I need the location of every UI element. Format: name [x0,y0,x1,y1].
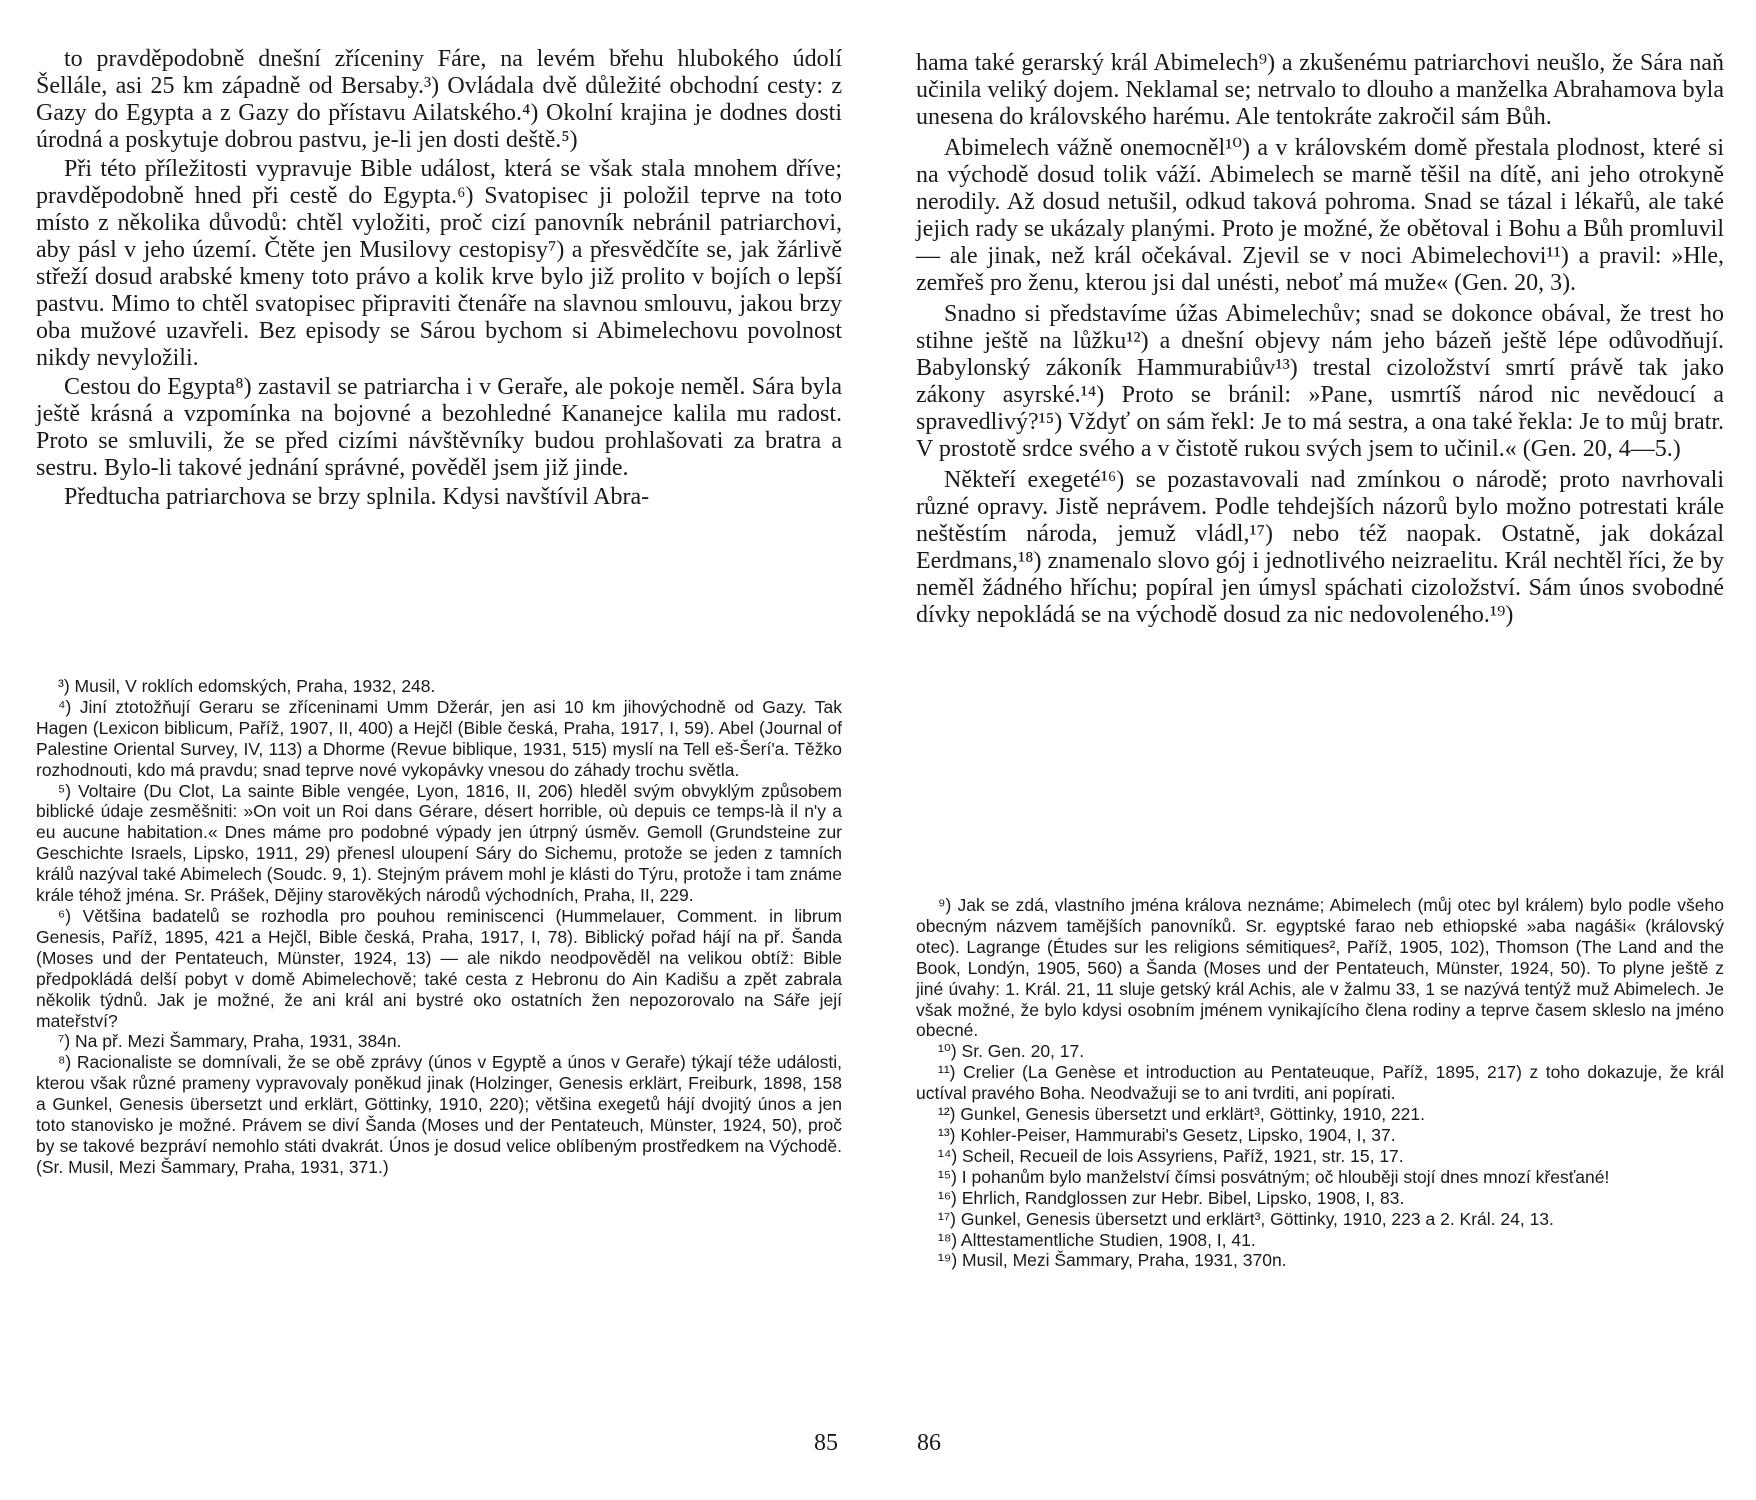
footnote: ⁷) Na př. Mezi Šammary, Praha, 1931, 384n. [58,1031,402,1052]
page-number: 85 [814,1430,838,1456]
footnote: ⁹) Jak se zdá, vlastního jména králova neznáme; Abimelech (můj otec byl králem) bylo podle všeho obecným názvem tamějších panovníků. Sr. egyptské farao neb ethiopské »aba nagáši« (královský otec). Lagrange (Études sur les religions sémitiques², Paříž, 1905, 102), Thomson (The Land and the Book, Londýn, 1905, 560) a Šanda (Moses und der Pentateuch, Münster, 1924, 50). To plyne ještě z jiné úvahy: 1. Král. 21, 11 sluje getský král Achis, ale v žalmu 33, 1 se nazývá tentýž muž Abimelech. Je však možné, že bylo kdysi osobním jménem vynikajícího člena rodiny a teprve časem skleslo na jméno obecné. [916,895,1724,1041]
paragraph: Cestou do Egypta⁸) zastavil se patriarcha i v Geraře, ale pokoje neměl. Sára byla ještě krásná a vzpomínka na bojovné a bezohledné Kananejce kalila mu radost. Proto se smluvili, že se před cizími návštěvníky budou prohlašovati za bratra a sestru. Bylo-li takové jednání správné, pověděl jsem již jinde. [36,374,842,481]
footnote: ³) Musil, V roklích edomských, Praha, 1932, 248. [58,676,436,696]
footnote: ⁸) Racionaliste se domnívali, že se obě zprávy (únos v Egyptě a únos v Geraře) týkají téže události, kterou však různé prameny vypravovaly poněkud jinak (Holzinger, Genesis erklärt, Freiburk, 1898, 158 a Gunkel, Genesis übersetzt und erklärt, Göttinky, 1910, 220); většina exegetů hájí dvojitý únos a jen toto stanovisko je možné. Právem se diví Šanda (Moses und der Pentateuch, Münster, 1924, 50), proč by se takové bezpráví nemohlo státi dvakrát. Únos je dosud velice oblíbeným prostředkem na Východě. (Sr. Musil, Mezi Šammary, Praha, 1931, 371.) [36,1052,842,1177]
paragraph: to pravděpodobně dnešní zříceniny Fáre, na levém břehu hlubokého údolí Šellále, asi 25 km západně od Bersaby.³) Ovládala dvě důležité obchodní cesty: z Gazy do Egypta a z Gazy do přístavu Ailatského.⁴) Okolní krajina je dodnes dosti úrodná a poskytuje dobrou pastvu, je-li jen dosti deště.⁵) [36,46,842,153]
paragraph: Při této příležitosti vypravuje Bible událost, která se však stala mnohem dříve; pravděpodobně hned při cestě do Egypta.⁶) Svatopisec ji položil teprve na toto místo z několika důvodů: chtěl vyložiti, proč cizí panovník nebránil patriarchovi, aby pásl v jeho území. Čtěte jen Musilovy cestopisy⁷) a přesvědčíte se, jak žárlivě střeží dosud arabské kmeny toto právo a kolik krve bylo již prolito v bojích o lepší pastvu. Mimo to chtěl svatopisec připraviti čtenáře na slavnou smlouvu, jakou brzy oba mužové uzavřeli. Bez episody se Sárou bychom si Abimelechovu povolnost nikdy nevyložili. [36,156,842,371]
paragraph: Někteří exegeté¹⁶) se pozastavovali nad zmínkou o národě; proto navrhovali různé opravy. Jistě neprávem. Podle tehdejších názorů bylo možno potrestati krále neštěstím národa, jemuž vládl,¹⁷) nebo též naopak. Ostatně, jak dokázal Eerdmans,¹⁸) znamenalo slovo gój i jednotlivého neizraelitu. Král nechtěl říci, že by neměl žádného hříchu; popíral jen úmysl spáchati cizoložství. Sám únos svobodné dívky nepokládá se na východě dosud za nic nedovoleného.¹⁹) [916,467,1724,628]
paragraph: hama také gerarský král Abimelech⁹) a zkušenému patriarchovi neušlo, že Sára naň učinila veliký dojem. Neklamal se; netrvalo to dlouho a manželka Abrahamova byla unesena do královského harému. Ale tentokráte zakročil sám Bůh. [916,50,1724,130]
footnote: ⁵) Voltaire (Du Clot, La sainte Bible vengée, Lyon, 1816, II, 206) hleděl svým obvyklým způsobem biblické údaje zesměšniti: »On voit un Roi dans Gérare, désert horrible, où depuis ce temps-là il n'y a eu aucune habitation.« Dnes máme pro podobné výpady jen útrpný úsměv. Gemoll (Grundsteine zur Geschichte Israels, Lipsko, 1911, 29) přenesl uloupení Sáry do Sichemu, protože se jeden z tamních králů nazýval také Abimelech (Soudc. 9, 1). Stejným právem mohl je klásti do Týru, protože i tam známe krále téhož jména. Sr. Prášek, Dějiny starověkých národů východních, Praha, II, 229. [36,780,842,906]
footnote: ¹³) Kohler-Peiser, Hammurabi's Gesetz, Lipsko, 1904, I, 37. [938,1124,1396,1145]
footnote: ⁶) Většina badatelů se rozhodla pro pouhou reminiscenci (Hummelauer, Comment. in librum Genesis, Paříž, 1895, 421 a Hejčl, Bible česká, Praha, 1917, I, 78). Biblický pořad hájí na př. Šanda (Moses und der Pentateuch, Münster, 1924, 13) — ale nikdo neodpověděl na velikou obtíž: Bible předpokládá delší pobyt v domě Abimelechově; také cesta z Hebronu do Ain Kadišu a zpět zabrala několik týdnů. Jak je možné, že ani král ani bystré oko ostatních žen nepozorovalo na Sáře její mateřství? [36,905,842,1031]
footnote: ¹²) Gunkel, Genesis übersetzt und erklärt³, Göttinky, 1910, 221. [938,1104,1425,1125]
footnote: ¹⁴) Scheil, Recueil de lois Assyriens, Paříž, 1921, str. 15, 17. [938,1145,1404,1166]
footnote: ¹⁰) Sr. Gen. 20, 17. [938,1041,1085,1062]
main-text [36,46,842,511]
footnote: ¹⁷) Gunkel, Genesis übersetzt und erklärt³, Göttinky, 1910, 223 a 2. Král. 24, 13. [938,1208,1554,1229]
footnote: ¹⁶) Ehrlich, Randglossen zur Hebr. Bibel, Lipsko, 1908, I, 83. [938,1187,1405,1208]
footnote: ⁴) Jiní ztotožňují Geraru se zříceninami Umm Džerár, jen asi 10 km jihovýchodně od Gazy. Tak Hagen (Lexicon biblicum, Paříž, 1907, II, 400) a Hejčl (Bible česká, Praha, 1917, I, 59). Abel (Journal of Palestine Oriental Survey, IV, 113) a Dhorme (Revue biblique, 1931, 515) myslí na Tell eš-Šerí'a. Těžko rozhodnouti, kdo má pravdu; snad teprve nové vykopávky vnesou do záhady trochu světla. [36,696,842,780]
footnote: ¹⁹) Musil, Mezi Šammary, Praha, 1931, 370n. [938,1250,1287,1271]
footnote: ¹¹) Crelier (La Genèse et introduction au Pentateuque, Paříž, 1895, 217) z toho dokazuje, že král uctíval pravého Boha. Neodvažuji se to ani tvrditi, ani popírati. [916,1062,1724,1104]
paragraph: Snadno si představíme úžas Abimelechův; snad se dokonce obával, že trest ho stihne ještě na lůžku¹²) a dnešní objevy nám jeho bázeň ještě lépe odůvodňují. Babylonský zákoník Hammurabiův¹³) trestal cizoložství smrtí právě tak jako zákony asyrské.¹⁴) Proto se bránil: »Pane, usmrtíš národ nic nevědoucí a spravedlivý?¹⁵) Vždyť on sám řekl: Je to má sestra, a ona také řekla: Je to můj bratr. V prostotě srdce svého a v čistotě rukou svých jsem to učinil.« (Gen. 20, 4—5.) [916,301,1724,462]
page-number: 86 [917,1430,941,1456]
footnotes [916,895,1724,1271]
paragraph: Abimelech vážně onemocněl¹⁰) a v královském domě přestala plodnost, které si na východě dosud tolik váží. Abimelech se marně těšil na dítě, ani jeho otrokyně nerodily. Až dosud netušil, odkud taková pohroma. Snad se tázal i lékařů, ale také jejich rady se ukázaly planými. Proto je možné, že obětoval i Bohu a Bůh promluvil — ale jinak, než král očekával. Zjevil se v noci Abimelechovi¹¹) a pravil: »Hle, zemřeš pro ženu, kterou jsi dal unésti, neboť má muže« (Gen. 20, 3). [916,135,1724,296]
footnotes [36,676,842,1178]
paragraph: Předtucha patriarchova se brzy splnila. Kdysi navštívil Abra- [64,484,650,510]
main-text [916,50,1724,629]
footnote: ¹⁸) Alttestamentliche Studien, 1908, I, 41. [938,1229,1256,1250]
footnote: ¹⁵) I pohanům bylo manželství čímsi posvátným; oč hlouběji stojí dnes mnozí křesťané! [938,1166,1610,1187]
